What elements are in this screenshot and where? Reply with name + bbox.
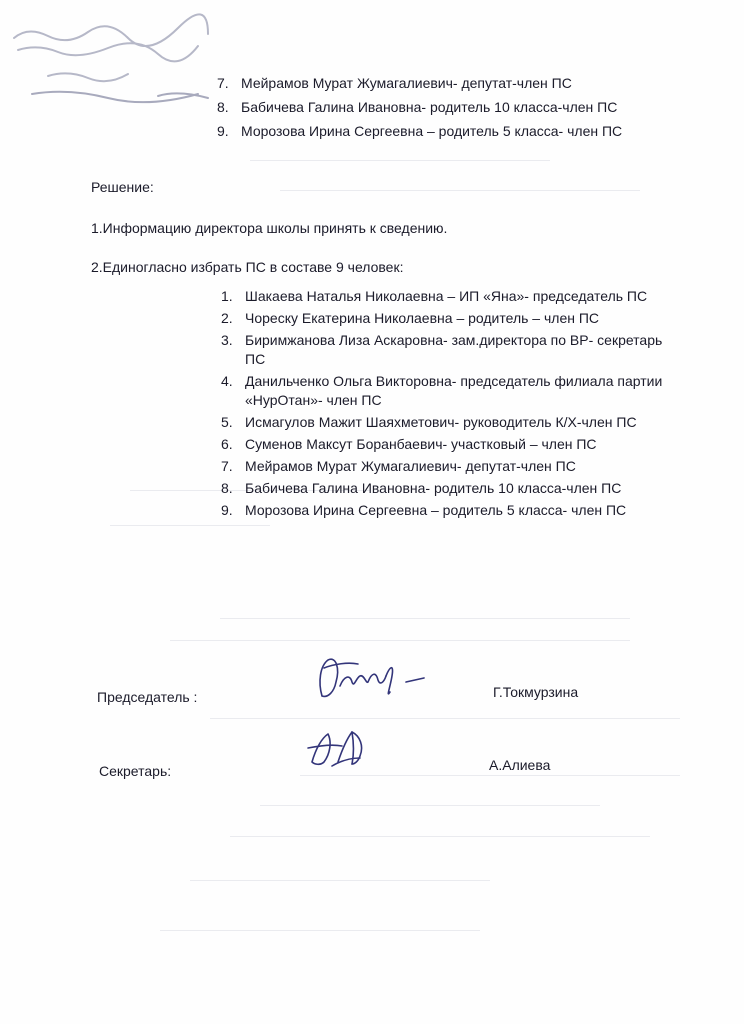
list-item (217, 122, 622, 146)
list-number: 6. (221, 436, 233, 452)
list-item (217, 98, 622, 122)
chair-signature (310, 652, 430, 708)
list-number: 7. (221, 458, 233, 474)
list-text: Мейрамов Мурат Жумагалиевич- депутат-член ПС (241, 75, 572, 91)
show-through-line (230, 836, 650, 837)
list-text: Мейрамов Мурат Жумагалиевич- депутат-член ПС (245, 458, 576, 474)
list-number: 1. (221, 288, 233, 304)
list-text: Шакаева Наталья Николаевна – ИП «Яна»- председатель ПС (245, 288, 648, 304)
faded-stamp (8, 8, 218, 108)
list-text: Суменов Максут Боранбаевич- участковый – член ПС (245, 436, 597, 452)
top-member-list (217, 74, 622, 146)
show-through-line (190, 880, 490, 881)
chair-label: Председатель : (97, 689, 198, 705)
show-through-line (250, 160, 550, 161)
show-through-line (220, 618, 630, 619)
list-number: 2. (221, 310, 233, 326)
secretary-label: Секретарь: (99, 763, 172, 779)
show-through-line (210, 718, 680, 719)
list-number: 9. (217, 123, 229, 139)
show-through-line (280, 190, 640, 191)
list-text: Биримжанова Лиза Аскаровна- зам.директора по ВР- секретарь ПС (245, 332, 663, 367)
list-item (217, 74, 622, 98)
show-through-line (160, 930, 480, 931)
list-text: Морозова Ирина Сергеевна – родитель 5 класса- член ПС (245, 502, 627, 518)
council-member-list (221, 287, 671, 523)
show-through-line (300, 775, 680, 776)
list-item (221, 372, 671, 410)
secretary-signature (302, 722, 382, 774)
list-number: 8. (217, 99, 229, 115)
list-item (221, 331, 671, 369)
list-text: Исмагулов Мажит Шаяхметович- руководитель К/Х-член ПС (245, 414, 637, 430)
list-number: 3. (221, 332, 233, 348)
list-number: 7. (217, 75, 229, 91)
show-through-line (110, 525, 270, 526)
list-text: Бабичева Галина Ивановна- родитель 10 класса-член ПС (241, 99, 618, 115)
list-item (221, 457, 671, 476)
list-item (221, 501, 671, 520)
list-text: Морозова Ирина Сергеевна – родитель 5 класса- член ПС (241, 123, 623, 139)
list-number: 4. (221, 373, 233, 389)
list-item (221, 435, 671, 454)
show-through-line (260, 805, 600, 806)
list-number: 8. (221, 480, 233, 496)
list-number: 9. (221, 502, 233, 518)
list-text: Данильченко Ольга Викторовна- председатель филиала партии «НурОтан»- член ПС (245, 373, 663, 408)
list-item (221, 309, 671, 328)
decision-item-2: 2.Единогласно избрать ПС в составе 9 человек: (91, 259, 404, 275)
chair-name: Г.Токмурзина (493, 684, 579, 700)
list-item (221, 287, 671, 306)
list-item (221, 413, 671, 432)
list-text: Чореску Екатерина Николаевна – родитель – член ПС (245, 310, 600, 326)
list-item (221, 479, 671, 498)
decision-heading: Решение: (91, 179, 154, 195)
secretary-name: А.Алиева (489, 757, 551, 773)
list-number: 5. (221, 414, 233, 430)
show-through-line (170, 640, 630, 641)
decision-item-1: 1.Информацию директора школы принять к сведению. (91, 220, 448, 236)
list-text: Бабичева Галина Ивановна- родитель 10 класса-член ПС (245, 480, 622, 496)
